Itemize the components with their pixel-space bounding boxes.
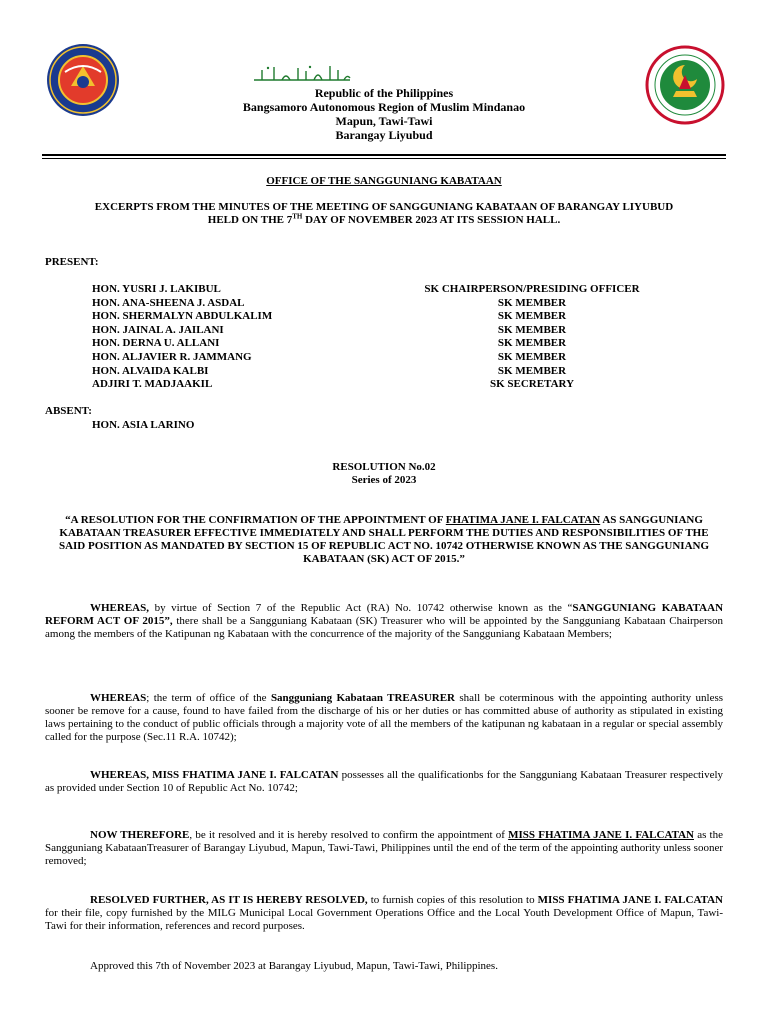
now-therefore-paragraph (45, 829, 723, 868)
resolved-further-paragraph (45, 894, 723, 933)
attendee-position: SK MEMBER (497, 350, 567, 363)
header-barangay: Barangay Liyubud (335, 128, 433, 142)
whereas-paragraph-1 (45, 602, 723, 641)
header-region: Bangsamoro Autonomous Region of Muslim Mindanao (242, 100, 526, 114)
attendee-name: HON. YUSRI J. LAKIBUL (92, 283, 221, 295)
excerpt-line2-b: DAY OF NOVEMBER 2023 AT ITS SESSION HALL. (302, 214, 561, 226)
attendee-row (92, 283, 722, 297)
attendee-position: SK SECRETARY (489, 378, 575, 391)
attendee-name: HON. JAINAL A. JAILANI (92, 323, 224, 336)
para1-lead: WHEREAS, (90, 602, 149, 614)
attendee-name: HON. ANA-SHEENA J. ASDAL (92, 296, 245, 309)
attendee-position: SK MEMBER (497, 296, 567, 309)
para2-text2: shall be coterminous with the appointing authority unless sooner be remove for a cause, found to have failed from the discharge of his or her duties or has committed abuse of authority as stipulated in existing laws pertaining to the conduct of public officials through a majority vote of all the members of the katipunan ng kabataan in a regular or special assembly called for the purpose (Sec.11 R.A. 10742); (45, 692, 724, 743)
para1-text2: there shall be a Sangguniang Kabataan (SK) Treasurer who will be appointed by the Sangguniang Kabataan Chairperson among the members of the Katipunan ng Kabataan with the concurrence of the majority of the Sangguniang Kabataan Members; (45, 615, 723, 640)
attendee-position: SK CHAIRPERSON/PRESIDING OFFICER (424, 283, 640, 295)
office-title: OFFICE OF THE SANGGUNIANG KABATAAN (266, 175, 502, 187)
excerpt-line2-sup: TH (292, 212, 303, 221)
title-appointee-name: FHATIMA JANE I. FALCATAN (445, 514, 601, 526)
attendee-row (92, 324, 722, 338)
attendee-name: HON. DERNA U. ALLANI (92, 337, 220, 350)
attendee-position: SK MEMBER (497, 337, 567, 350)
para4-appointee-name: MISS FHATIMA JANE I. FALCATAN (508, 829, 694, 841)
title-part-a: “A RESOLUTION FOR THE CONFIRMATION OF THE APPOINTMENT OF (65, 514, 446, 526)
para4-lead: NOW THEREFORE (90, 829, 190, 841)
attendee-name: HON. ALVAIDA KALBI (92, 364, 209, 377)
para1-act-name: SANGGUNIANG KABATAAN REFORM ACT OF 2015”, (45, 602, 724, 627)
para2-position: Sangguniang Kabataan TREASURER (270, 692, 455, 704)
attendee-position: SK MEMBER (497, 323, 567, 336)
letterhead (150, 86, 618, 142)
attendee-name: HON. SHERMALYN ABDULKALIM (92, 310, 273, 323)
excerpt-line2-a: HELD ON THE 7 (207, 214, 293, 226)
sk-seal-logo (45, 42, 121, 118)
header-divider (42, 154, 726, 156)
para5-recipient: MISS FHATIMA JANE I. FALCATAN (537, 894, 723, 906)
para4-text2: as the Sangguniang KabataanTreasurer of Barangay Liyubud, Mapun, Tawi-Tawi, Philippines until the end of the term of the appointing authority unless sooner removed; (45, 829, 723, 867)
calligraphy-icon (252, 62, 352, 84)
attendee-name: HON. ALJAVIER R. JAMMANG (92, 350, 252, 363)
para2-lead: WHEREAS (90, 692, 147, 704)
whereas-paragraph-2 (45, 692, 723, 744)
resolution-title (45, 514, 723, 566)
attendee-position: SK MEMBER (497, 310, 567, 323)
para3-lead: WHEREAS, MISS FHATIMA JANE I. FALCATAN (90, 769, 339, 781)
attendee-row (92, 297, 722, 311)
attendee-name: ADJIRI T. MADJAAKIL (92, 378, 213, 391)
attendee-row (92, 378, 722, 392)
excerpt-line1: EXCERPTS FROM THE MINUTES OF THE MEETING OF SANGGUNIANG KABATAAN OF BARANGAY LIYUBUD (94, 201, 674, 213)
header-divider-thin (42, 158, 726, 159)
absent-label: ABSENT: (45, 405, 92, 417)
excerpt-line2 (45, 214, 723, 227)
para1-text1: by virtue of Section 7 of the Republic Act (RA) No. 10742 otherwise known as the “ (149, 602, 573, 614)
attendee-row (92, 310, 722, 324)
header-country: Republic of the Philippines (314, 86, 454, 100)
attendee-row (92, 337, 722, 351)
resolution-number: RESOLUTION No.02 (332, 461, 436, 473)
resolution-series: Series of 2023 (351, 474, 417, 486)
excerpt-heading (45, 201, 723, 227)
present-list (92, 283, 722, 392)
approval-statement: Approved this 7th of November 2023 at Barangay Liyubud, Mapun, Tawi-Tawi, Philippines. (90, 960, 498, 972)
para4-text1: , be it resolved and it is hereby resolved to confirm the appointment of (189, 829, 509, 841)
present-label: PRESENT: (45, 256, 99, 268)
para5-text1: to furnish copies of this resolution to (367, 894, 538, 906)
para2-text1: ; the term of office of the (146, 692, 271, 704)
para5-lead: RESOLVED FURTHER, AS IT IS HEREBY RESOLVED, (90, 894, 368, 906)
attendee-row (92, 351, 722, 365)
para3-text: possesses all the qualificationbs for the Sangguniang Kabataan Treasurer respectively as provided under Section 10 of Republic Act No. 10742; (45, 769, 724, 794)
barmm-seal-logo (645, 45, 725, 125)
header-municipality: Mapun, Tawi-Tawi (335, 114, 433, 128)
para5-text2: for their file, copy furnished by the MILG Municipal Local Government Operations Office and the Local Youth Development Office of Mapun, Tawi-Tawi for their information, references and record purposes. (45, 907, 723, 932)
attendee-position: SK MEMBER (497, 364, 567, 377)
absent-name: HON. ASIA LARINO (92, 419, 195, 431)
whereas-paragraph-3 (45, 769, 723, 795)
title-part-b: AS SANGGUNIANG KABATAAN TREASURER EFFECTIVE IMMEDIATELY AND SHALL PERFORM THE DUTIES AND RESPONSIBILITIES OF THE SAID POSITION AS MANDATED BY SECTION 15 OF REPUBLIC ACT NO. 10742 OTHERWISE KNOWN AS THE SANGGUNIANG KABATAAN (SK) ACT OF 2015.” (58, 514, 710, 565)
attendee-row (92, 365, 722, 379)
